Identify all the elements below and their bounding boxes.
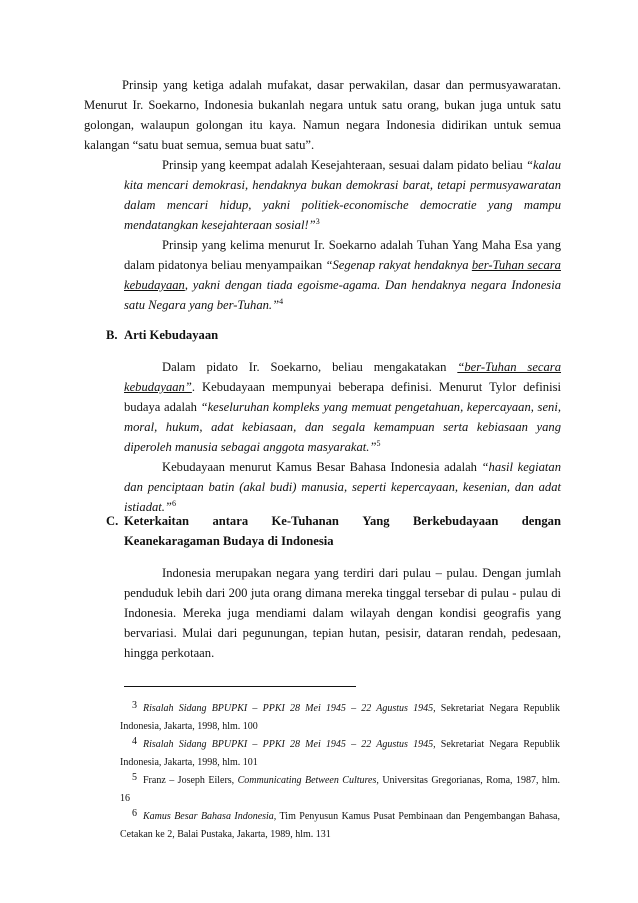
footnote-ref: 3 [315,217,320,226]
quote-text: “kalau kita mencari demokrasi, hendaknya bukan demokrasi barat, tetapi permusyawaratan dalam mencari hidup, yakni politiek-economische democratie yang mampu mendatangkan kesejahteraan sosial!” [124,158,561,232]
quote-text-end: , yakni dengan tiada egoisme-agama. Dan hendaknya negara Indonesia satu Negara yang ber-Tuhan.” [124,278,561,312]
paragraph-text [124,357,561,457]
footnote-3 [120,697,560,736]
footnote-title: Risalah Sidang BPUPKI – PPKI 28 Mei 1945 – 22 Agustus 1945, [143,739,436,750]
footnote-number: 4 [132,736,137,747]
title-word: Keterkaitan [124,514,190,528]
footnote-title: Communicating Between Cultures, [237,775,379,786]
footnote-title: Risalah Sidang BPUPKI – PPKI 28 Mei 1945 – 22 Agustus 1945, [143,703,436,714]
quote-text: “Segenap rakyat hendaknya [325,258,469,272]
title-word: Ke-Tuhanan [271,514,339,528]
footnote-author: Franz – Joseph Eilers, [143,775,238,786]
section-label: C. [106,514,119,528]
paragraph-lead: Prinsip yang keempat adalah Kesejahteraan, sesuai dalam pidato beliau [162,158,523,172]
paragraph-text: Prinsip yang ketiga adalah mufakat, dasar perwakilan, dasar dan permusyawaratan. Menurut Ir. Soekarno, Indonesia bukanlah negara untuk satu orang, bukan juga untuk satu golongan, walaupun golongan itu kaya. Namun negara Indonesia didirikan untuk semua kalangan “satu buat semua, semua buat satu”. [84,78,561,152]
footnote-ref: 4 [279,297,284,306]
paragraph-kbbi [124,457,561,517]
paragraph-kesejahteraan [124,155,561,235]
footnote-detail: Sekretariat Negara Republik Indonesia, Jakarta, 1998, hlm. 100 [120,703,561,732]
footnote-number: 3 [132,700,137,711]
paragraph-arti-kebudayaan [124,357,561,517]
footnote-detail: Universitas Gregorianas, Roma, 1987, hlm. 16 [120,775,560,804]
footnote-title: Kamus Besar Bahasa Indonesia, [143,811,277,822]
footnote-detail: Tim Penyusun Kamus Pusat Pembinaan dan Pengembangan Bahasa, Cetakan ke 2, Balai Pustaka, Jakarta, 1989, hlm. 131 [120,811,560,840]
paragraph-lead: Prinsip yang kelima menurut Ir. Soekarno adalah Tuhan Yang Maha Esa yang dalam pidatonya beliau menyampaikan [124,238,561,272]
footnote-number: 5 [132,772,137,783]
footnote-5 [120,769,560,808]
paragraph-mufakat [84,75,561,155]
title-word: antara [212,514,249,528]
footnote-ref: 6 [171,499,176,508]
paragraph-text [124,155,561,235]
footnote-number: 6 [132,808,137,819]
paragraph-lead: Dalam pidato Ir. Soekarno, beliau mengakatakan [162,360,447,374]
quote-underlined: “ber-Tuhan secara kebudayaan” [124,360,562,394]
footnote-4 [120,733,560,772]
footnote-separator [124,686,356,687]
section-title-line1 [124,511,561,531]
section-c-heading [106,511,561,551]
section-title: Arti Kebudayaan [124,328,219,342]
paragraph-lead: Kebudayaan menurut Kamus Besar Bahasa Indonesia adalah [162,460,477,474]
footnote-detail: Sekretariat Negara Republik Indonesia, Jakarta, 1998, hlm. 101 [120,739,561,768]
quote-text: “hasil kegiatan dan penciptaan batin (akal budi) manusia, seperti kepercayaan, kesenian, dan adat istiadat.” [124,460,561,514]
title-word: Berkebudayaan [412,514,499,528]
title-word: dengan [521,514,561,528]
title-word: Yang [362,514,390,528]
section-label: B. [106,328,118,342]
quote-underlined: ber-Tuhan secara kebudayaan [124,258,561,292]
footnote-ref: 5 [376,439,381,448]
paragraph-indonesia [124,563,561,663]
quote-text: “keseluruhan kompleks yang memuat pengetahuan, kepercayaan, seni, moral, hukum, adat kebiasaan, dan segala kemampuan serta kebiasaan yang diperoleh manusia sebagai anggota masyarakat.” [124,400,561,454]
paragraph-text: Indonesia merupakan negara yang terdiri dari pulau – pulau. Dengan jumlah penduduk lebih dari 200 juta orang dimana mereka tinggal tersebar di pulau - pulau di Indonesia. Mereka juga mendiami dalam wilayah dengan kondisi geografis yang bervariasi. Mulai dari pegunungan, tepian hutan, pesisir, dataran rendah, pedesaan, hingga perkotaan. [124,566,561,660]
section-title-line2: Keanekaragaman Budaya di Indonesia [124,534,334,548]
footnote-6 [120,805,560,844]
paragraph-body: . Kebudayaan mempunyai beberapa definisi. Menurut Tylor definisi budaya adalah [124,380,561,414]
paragraph-ketuhanan [124,235,561,315]
paragraph-text [124,235,561,315]
